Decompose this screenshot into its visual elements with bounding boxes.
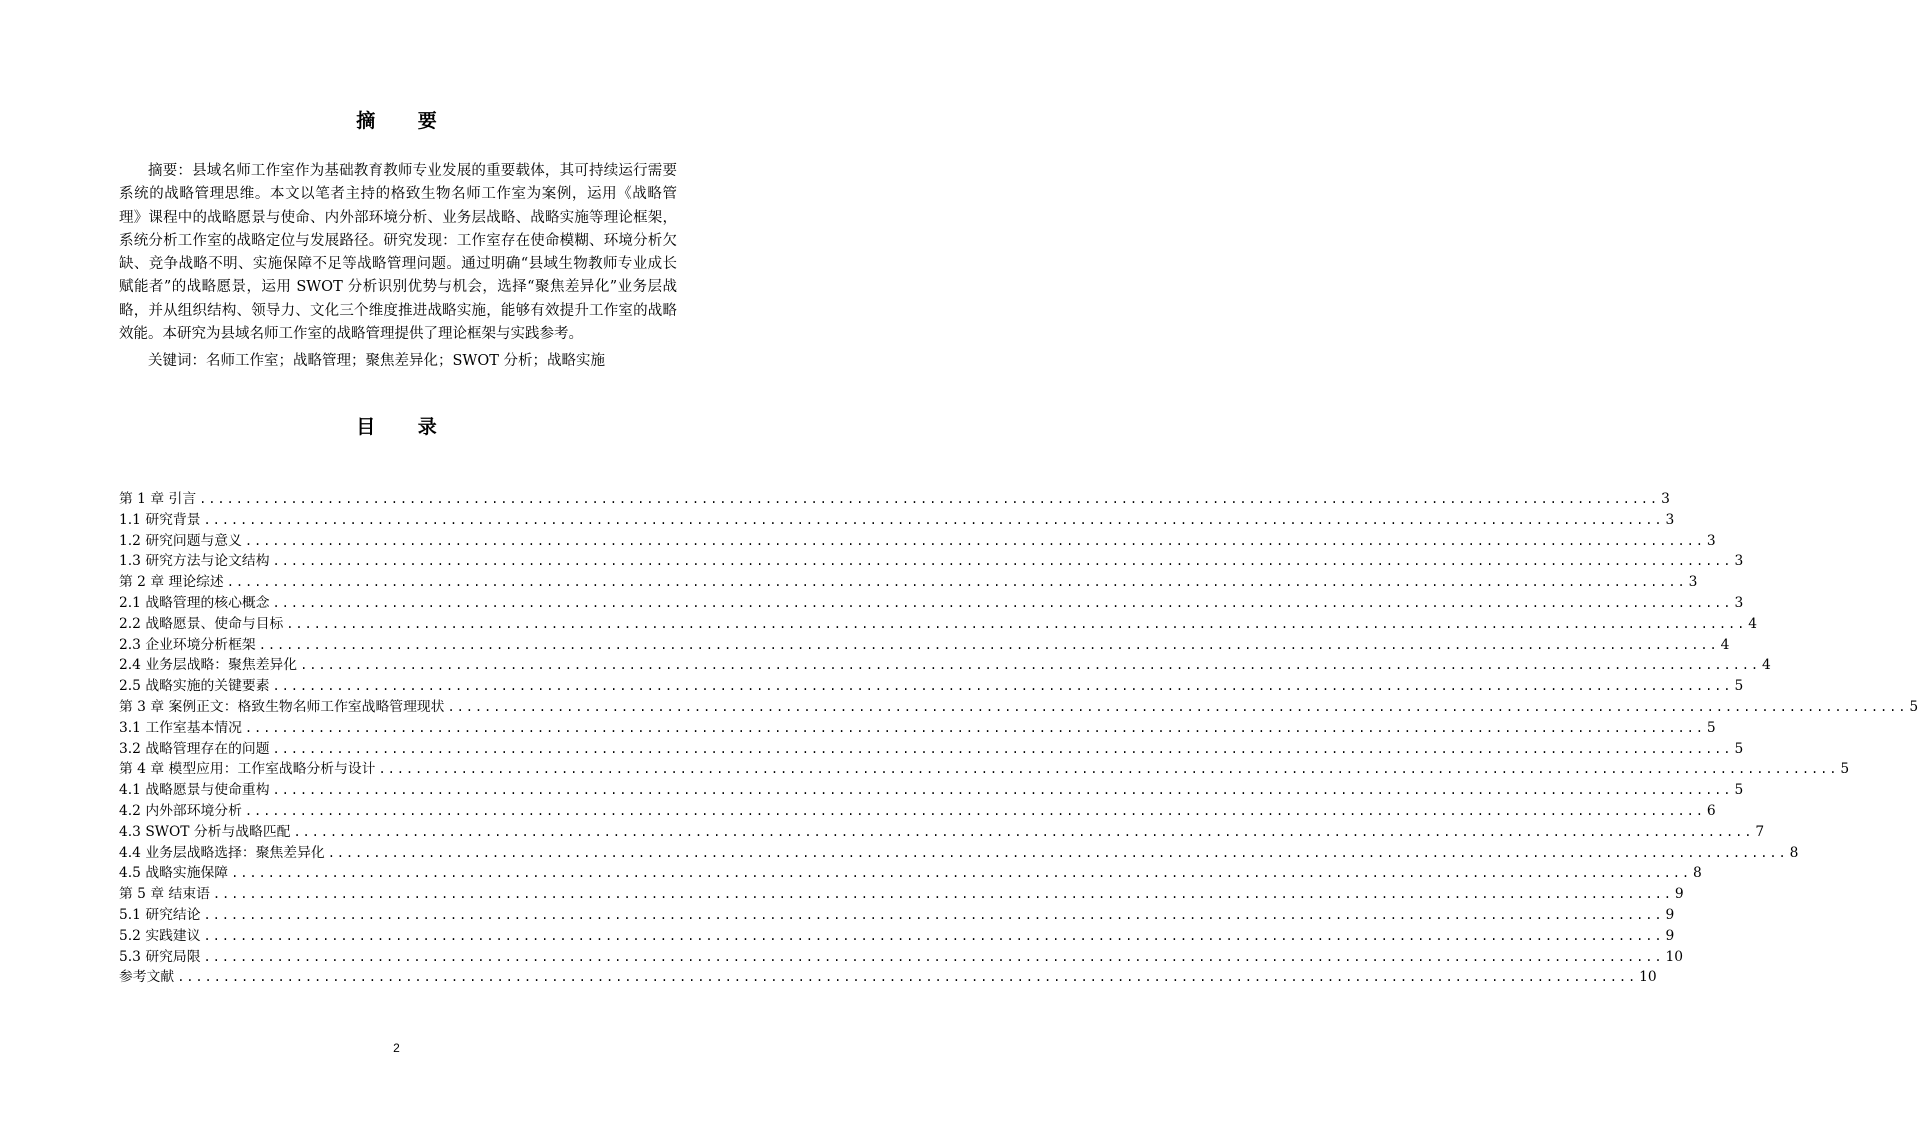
toc-entry[interactable] <box>119 531 1716 552</box>
toc-entry-page: 5 <box>1706 719 1716 736</box>
toc-leader-dots: ................................................................................................................................................................ <box>203 512 1664 527</box>
toc-entry[interactable] <box>119 926 1675 947</box>
toc-entry-page: 5 <box>1840 761 1850 778</box>
toc-entry-page: 5 <box>1734 678 1744 695</box>
toc-leader-dots: ................................................................................................................................................................ <box>300 658 1761 673</box>
toc-entry-page: 5 <box>1734 740 1744 757</box>
toc-entry-page: 9 <box>1674 886 1684 903</box>
toc-entry[interactable] <box>119 905 1675 926</box>
toc-entry[interactable] <box>119 551 1744 572</box>
toc-entry[interactable] <box>119 822 1765 843</box>
toc-entry-page: 3 <box>1688 574 1698 591</box>
toc-entry-page: 9 <box>1665 927 1675 944</box>
toc-entry-label: 1.3 研究方法与论文结构 <box>119 553 270 570</box>
toc-leader-dots: ................................................................................................................................................................ <box>272 679 1733 694</box>
toc-entry[interactable] <box>119 884 1684 905</box>
toc-entry-page: 8 <box>1693 865 1702 882</box>
toc-entry-label: 5.3 研究局限 <box>119 948 201 965</box>
toc-entry-page: 3 <box>1661 491 1670 507</box>
toc-leader-dots: ................................................................................................................................................................ <box>378 762 1839 777</box>
page-number: 2 <box>393 1041 400 1055</box>
toc-entry-label: 第 5 章 结束语 <box>119 886 210 903</box>
toc-leader-dots: ................................................................................................................................................................ <box>272 554 1733 569</box>
toc-entry[interactable] <box>119 510 1675 531</box>
toc-entry-label: 2.3 企业环境分析框架 <box>119 636 256 653</box>
toc-entry-page: 6 <box>1706 802 1716 819</box>
toc-entry-label: 4.1 战略愿景与使命重构 <box>119 782 270 799</box>
toc-entry[interactable] <box>119 676 1744 697</box>
abstract-keywords: 关键词：名师工作室；战略管理；聚焦差异化；SWOT 分析；战略实施 <box>148 353 606 369</box>
toc-leader-dots: ................................................................................................................................................................ <box>286 616 1747 631</box>
toc-entry-label: 5.1 研究结论 <box>119 906 201 923</box>
toc-entry-label: 3.1 工作室基本情况 <box>119 719 242 736</box>
toc-entry[interactable] <box>119 801 1716 822</box>
toc-leader-dots: ................................................................................................................................................................ <box>244 803 1705 818</box>
toc-entry-label: 2.5 战略实施的关键要素 <box>119 678 270 695</box>
toc-leader-dots: ................................................................................................................................................................ <box>272 741 1733 756</box>
toc-entry[interactable] <box>119 489 1670 510</box>
toc-entry[interactable] <box>119 863 1702 884</box>
toc-entry-label: 参考文献 <box>119 969 175 986</box>
toc-entry-label: 第 2 章 理论综述 <box>119 574 224 591</box>
toc-entry[interactable] <box>119 635 1730 656</box>
toc-entry-label: 4.5 战略实施保障 <box>119 865 229 882</box>
toc-leader-dots: ................................................................................................................................................................ <box>177 970 1638 985</box>
toc-entry-label: 5.2 实践建议 <box>119 927 201 944</box>
toc-entry[interactable] <box>119 780 1744 801</box>
toc-leader-dots: ................................................................................................................................................................ <box>258 637 1719 652</box>
toc-entry[interactable] <box>119 614 1758 635</box>
toc-entry-label: 2.1 战略管理的核心概念 <box>119 594 270 611</box>
toc-entry-label: 2.4 业务层战略：聚焦差异化 <box>119 657 298 674</box>
toc-leader-dots: ................................................................................................................................................................ <box>272 783 1733 798</box>
toc-entry-page: 7 <box>1755 823 1765 840</box>
toc-leader-dots: ................................................................................................................................................................ <box>244 533 1705 548</box>
abstract-title: 摘 要 <box>356 110 455 132</box>
toc-leader-dots: ................................................................................................................................................................ <box>447 699 1908 714</box>
toc-entry-page: 3 <box>1734 553 1744 570</box>
toc-leader-dots: ................................................................................................................................................................ <box>231 866 1692 881</box>
toc-entry[interactable] <box>119 843 1799 864</box>
toc-leader-dots: ................................................................................................................................................................ <box>272 595 1733 610</box>
toc-leader-dots: ................................................................................................................................................................ <box>244 720 1705 735</box>
toc-leader-dots: ................................................................................................................................................................ <box>212 887 1673 902</box>
toc-leader-dots: ................................................................................................................................................................ <box>203 907 1664 922</box>
toc-entry-label: 1.2 研究问题与意义 <box>119 532 242 549</box>
toc-leader-dots: ................................................................................................................................................................ <box>293 824 1754 839</box>
toc-entry-label: 4.4 业务层战略选择：聚焦差异化 <box>119 844 325 861</box>
toc-entry-label: 4.2 内外部环境分析 <box>119 802 242 819</box>
toc-entry-label: 3.2 战略管理存在的问题 <box>119 740 270 757</box>
toc-leader-dots: ................................................................................................................................................................ <box>203 949 1664 964</box>
toc-leader-dots: ................................................................................................................................................................ <box>226 575 1687 590</box>
toc-entry[interactable] <box>119 759 1850 780</box>
toc-entry-page: 9 <box>1665 906 1675 923</box>
toc-title: 目 录 <box>356 416 455 438</box>
toc-entry[interactable] <box>119 718 1716 739</box>
toc-entry[interactable] <box>119 572 1698 593</box>
toc-leader-dots: ................................................................................................................................................................ <box>199 492 1660 506</box>
toc-entry-page: 10 <box>1639 969 1657 986</box>
toc-entry[interactable] <box>119 593 1744 614</box>
toc-entry-page: 8 <box>1789 844 1799 861</box>
toc-entry[interactable] <box>119 655 1771 676</box>
toc-entry-page: 3 <box>1706 532 1716 549</box>
toc-entry-page: 3 <box>1665 511 1675 528</box>
toc-entry-page: 3 <box>1734 594 1744 611</box>
toc-entry[interactable] <box>119 967 1657 988</box>
toc-entry-label: 第 4 章 模型应用：工作室战略分析与设计 <box>119 761 376 778</box>
toc-entry[interactable] <box>119 947 1684 968</box>
toc-leader-dots: ................................................................................................................................................................ <box>203 928 1664 943</box>
toc-entry-label: 1.1 研究背景 <box>119 511 201 528</box>
toc-entry-page: 10 <box>1665 948 1684 965</box>
toc-leader-dots: ................................................................................................................................................................ <box>327 845 1788 860</box>
table-of-contents <box>119 489 1918 988</box>
toc-entry-page: 4 <box>1720 636 1730 653</box>
toc-entry-page: 4 <box>1762 657 1771 674</box>
toc-entry-page: 4 <box>1748 615 1758 632</box>
toc-entry-label: 4.3 SWOT 分析与战略匹配 <box>119 823 291 840</box>
toc-entry-page: 5 <box>1734 782 1744 799</box>
abstract-body: 摘要：县域名师工作室作为基础教育教师专业发展的重要载体，其可持续运行需要系统的战略管理思维。本文以笔者主持的格致生物名师工作室为案例，运用《战略管理》课程中的战略愿景与使命、内外部环境分析、业务层战略、战略实施等理论框架，系统分析工作室的战略定位与发展路径。研究发现：工作室存在使命模糊、环境分析欠缺、竞争战略不明、实施保障不足等战略管理问题。通过明确“县域生物教师专业成长赋能者”的战略愿景，运用 SWOT 分析识别优势与机会，选择“聚焦差异化”业务层战略，并从组织结构、领导力、文化三个维度推进战略实施，能够有效提升工作室的战略效能。本研究为县域名师工作室的战略管理提供了理论框架与实践参考。 <box>119 163 677 343</box>
toc-entry-label: 2.2 战略愿景、使命与目标 <box>119 615 284 632</box>
toc-entry-label: 第 1 章 引言 <box>119 491 197 507</box>
toc-entry-label: 第 3 章 案例正文：格致生物名师工作室战略管理现状 <box>119 698 445 715</box>
toc-entry-page: 5 <box>1909 698 1918 715</box>
toc-entry[interactable] <box>119 739 1744 760</box>
toc-entry[interactable] <box>119 697 1918 718</box>
